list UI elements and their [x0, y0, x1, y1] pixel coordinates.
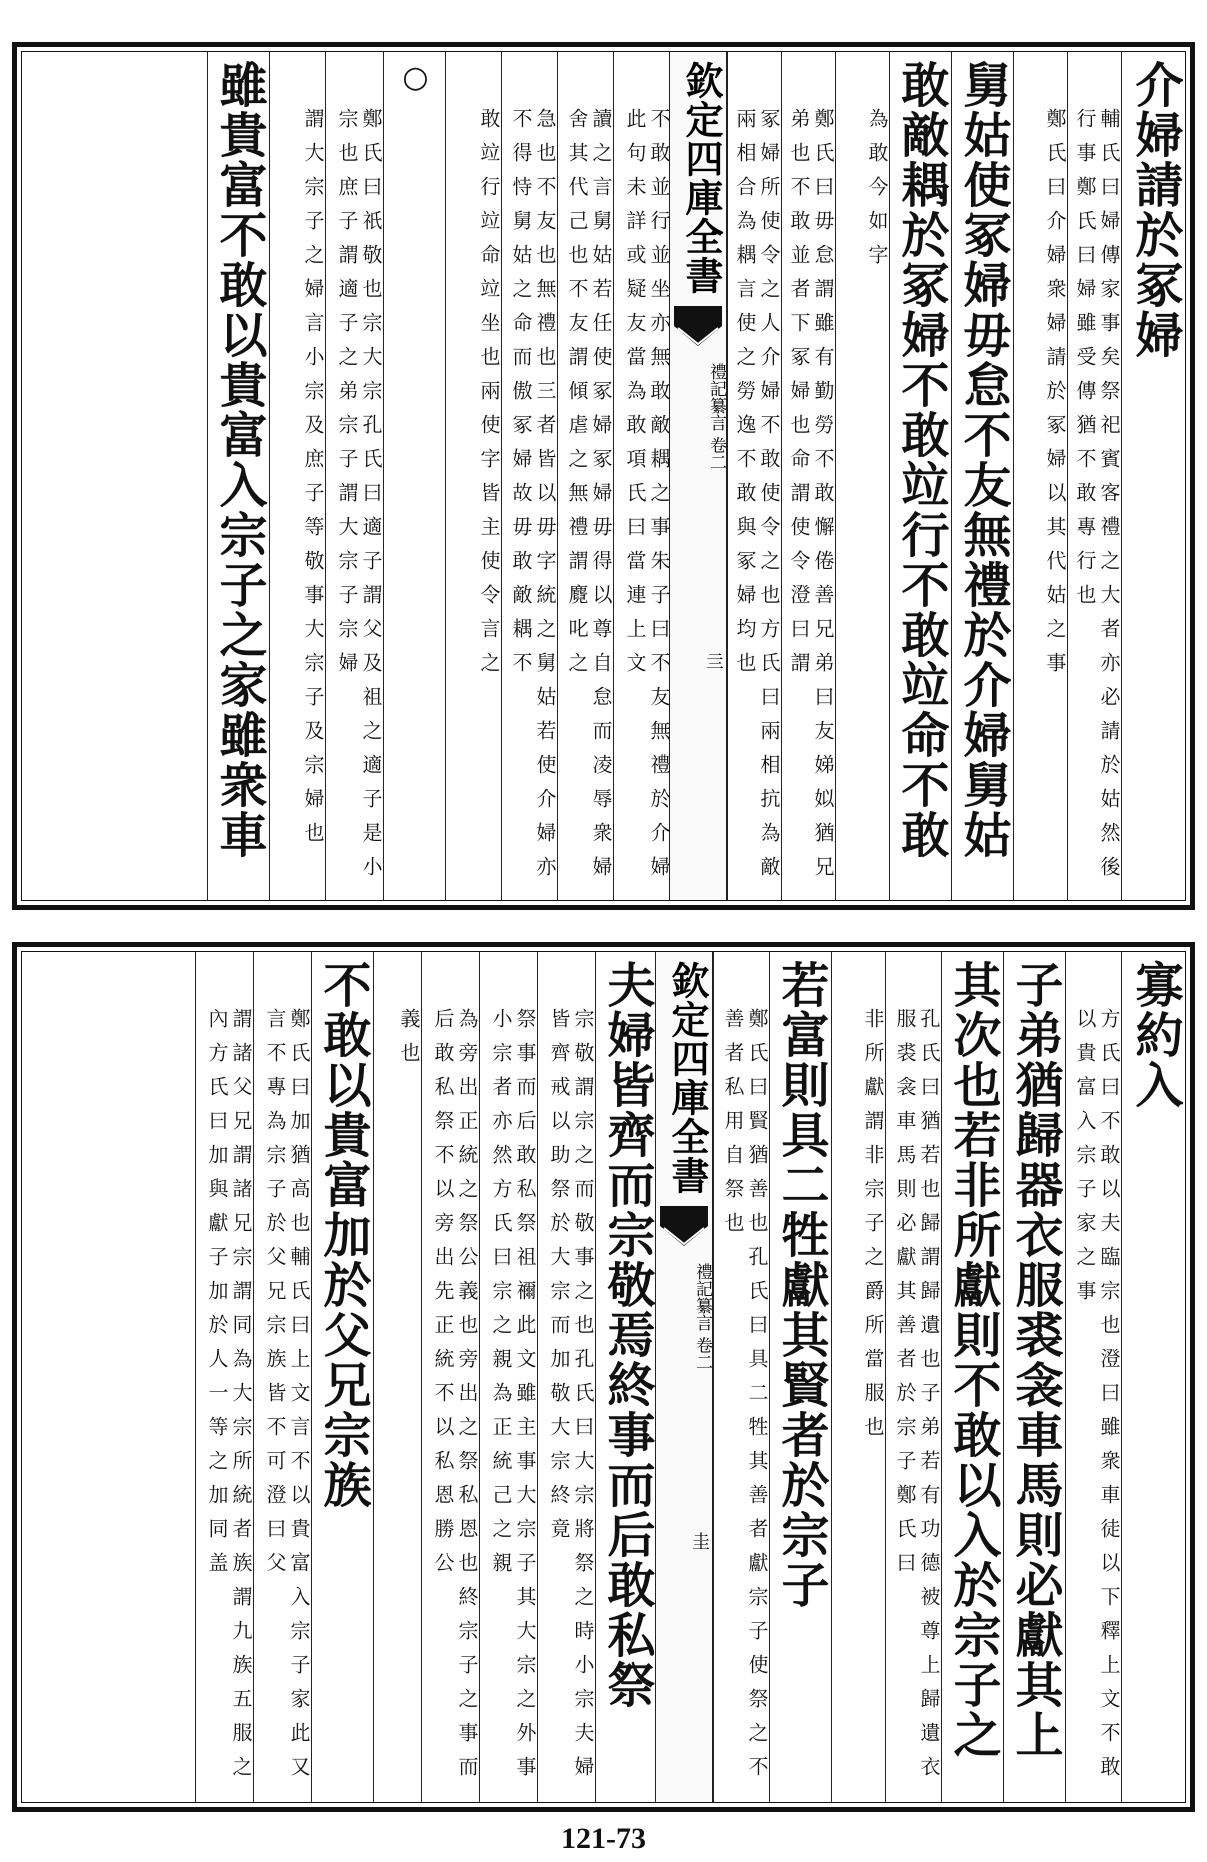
work-title: 禮記纂言 — [706, 363, 726, 432]
commentary-column: 義也 — [373, 952, 421, 1802]
main-text-column: 不敢以貴富加於父兄宗族 — [311, 952, 373, 1802]
commentary-column: 謂大宗子之婦言小宗及庶子等敬事大宗子及宗婦也 — [269, 52, 325, 900]
main-text-column: 介婦請於冢婦 — [1121, 52, 1185, 900]
commentary-column: 鄭氏曰賢猶善也孔氏曰具二牲其善者獻宗子使祭之不善者私用自祭也 — [713, 952, 769, 1802]
book-title: 欽定四庫全書 — [665, 960, 710, 1195]
main-text: 夫婦皆齊而宗敬焉終事而后敢私祭 — [599, 960, 655, 1710]
top-frame — [21, 51, 1186, 901]
main-text-column — [383, 52, 445, 900]
commentary-column: 宗敬謂宗之而敬事之也孔氏曰大宗將祭之時小宗夫婦皆齊戒以助祭於大宗而加敬大宗終竟 — [537, 952, 595, 1802]
bottom-folio — [12, 942, 1195, 1812]
pronunciation-note — [595, 960, 597, 1036]
folio-number: 圭 — [689, 1532, 710, 1550]
work-title: 禮記纂言 — [692, 1263, 712, 1332]
page-number: 121-73 — [561, 1822, 646, 1855]
main-text-column — [889, 52, 951, 900]
section-marker: ○ — [398, 60, 433, 97]
main-text-column: 若富則具二牲獻其賢者於宗子 — [769, 952, 831, 1802]
main-text-column: 其次也若非所獻則不敢以入於宗子之 — [941, 952, 1003, 1802]
work-and-volume — [656, 1257, 712, 1377]
commentary-column: 鄭氏曰毋怠謂雖有勤勞不敢懈倦善兄弟曰友娣姒猶兄弟也不敢並者下冢婦也命謂使令澄曰謂 — [781, 52, 835, 900]
volume-label: 卷二 — [706, 436, 726, 471]
commentary-column: 非所獻謂非宗子之爵所當服也 — [831, 952, 885, 1802]
commentary-column: 急也不友也無禮也三者皆以毋字統之舅姑若使介婦亦不得恃舅姑之命而傲冢婦故毋敢敵耦不 — [501, 52, 557, 900]
commentary-column: 為旁出正統之祭公義也旁出之祭私恩也終宗子之事而后敢私祭不以旁出先正統不以私恩勝公 — [421, 952, 479, 1802]
main-text-column: 舅姑使冢婦毋怠不友無禮於介婦舅姑 — [951, 52, 1013, 900]
commentary-column: 輔氏曰婦傳家事矣祭祀賓客禮之大者亦必請於姑然後行事鄭氏曰婦雖受傳猶不敢專行也 — [1067, 52, 1121, 900]
commentary-column: 鄭氏曰介婦衆婦請於冢婦以其代姑之事 — [1013, 52, 1067, 900]
commentary-column: 謂諸父兄謂諸兄宗謂同為大宗所統者族謂九族五服之內方氏曰加與獻子加於人一等之加同盖 — [195, 952, 253, 1802]
commentary-column: 不敢並行並坐亦無敢敵耦之事朱子曰不友無禮於介婦此句未詳或疑友當為敢項氏曰當連上文 — [613, 52, 671, 900]
center-fold-header — [655, 952, 713, 1802]
main-text-column: 寡約入 — [1121, 952, 1185, 1802]
main-text-column: 子弟猶歸器衣服裘衾車馬則必獻其上 — [1003, 952, 1065, 1802]
commentary-column: 方氏曰不敢以夫臨宗也澄曰雖衆車徒以下釋上文不敢以貴富入宗子家之事 — [1065, 952, 1121, 1802]
main-text: 敢敵耦於冢婦不敢竝行不敢竝命不敢 — [893, 60, 949, 860]
fishtail-mark-icon — [660, 1206, 708, 1248]
main-text-column — [595, 952, 657, 1802]
folio-number: 亖 — [703, 652, 724, 670]
commentary-column: 鄭氏曰祇敬也宗大宗孔氏曰適子謂父及祖之適子是小宗也庶子謂適子之弟宗子謂大宗子宗婦 — [325, 52, 383, 900]
fishtail-mark-icon — [674, 306, 722, 348]
commentary-column: 鄭氏曰加猶高也輔氏曰上文言不以貴富入宗子家此又言不專為宗子於父兄宗族皆不可澄曰父 — [253, 952, 311, 1802]
commentary-column: 孔氏曰猶若也歸謂歸遺也子弟若有功德被尊上歸遺衣服裘衾車馬則必獻其善者於宗子鄭氏曰 — [885, 952, 941, 1802]
commentary-column: 敢竝行竝命竝坐也兩使字皆主使令言之 — [445, 52, 501, 900]
commentary-column: 為敢今如字 — [835, 52, 889, 900]
bottom-frame — [21, 951, 1186, 1803]
main-text-column: 雖貴富不敢以貴富入宗子之家雖衆車 — [207, 52, 269, 900]
commentary-column: 冢婦所使令之人介婦不敢使令之也方氏曰兩相抗為敵兩相合為耦言使之勞逸不敢與冢婦均也 — [727, 52, 781, 900]
commentary-column: 祭事而后敢私祭祖禰此文雖主事大宗子其大宗之外事小宗者亦然方氏曰宗之親為正統己之親 — [479, 952, 537, 1802]
work-and-volume — [670, 357, 726, 477]
commentary-column: 讀之言舅姑若任使冢婦冢婦毋得以尊自怠而凌辱衆婦舍其代己也不友謂傾虐之無禮謂麑叱之 — [557, 52, 613, 900]
center-fold-header — [669, 52, 727, 900]
volume-label: 卷二 — [692, 1336, 712, 1371]
top-folio — [12, 42, 1195, 910]
main-text — [383, 60, 385, 900]
book-title: 欽定四庫全書 — [679, 60, 724, 295]
